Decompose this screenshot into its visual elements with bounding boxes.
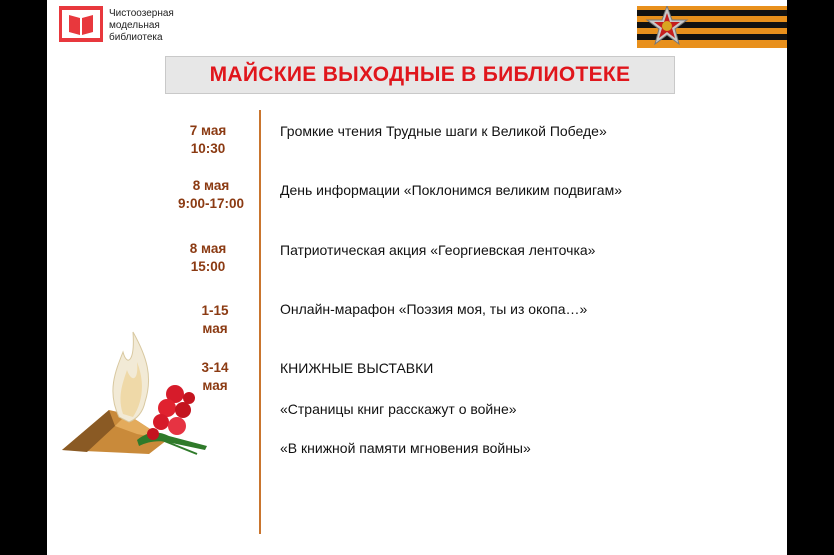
page-title: МАЙСКИЕ ВЫХОДНЫЕ В БИБЛИОТЕКЕ [209, 63, 631, 86]
library-logo [59, 6, 209, 46]
title-box [165, 56, 675, 94]
event-text: Громкие чтения Трудные шаги к Великой Победе» [280, 123, 607, 139]
date-label: 3-14 мая [201, 360, 229, 393]
slide [47, 0, 787, 555]
open-book-icon [59, 6, 103, 42]
st-george-ribbon-icon [637, 6, 787, 48]
event-text: Онлайн-марафон «Поэзия моя, ты из окопа…» [280, 301, 588, 317]
logo-line-3: библиотека [109, 32, 163, 43]
date-label: 8 мая 9:00-17:00 [177, 178, 245, 211]
date-label: 7 мая 10:30 [189, 123, 227, 156]
logo-text [109, 8, 219, 44]
eternal-flame-icon [57, 322, 207, 462]
event-text: КНИЖНЫЕ ВЫСТАВКИ [280, 360, 434, 376]
exhibition-item: «Страницы книг расскажут о войне» [280, 401, 517, 417]
event-text: Патриотическая акция «Георгиевская ленточка» [280, 242, 596, 258]
logo-line-2: модельная [109, 20, 160, 31]
date-label: 8 мая 15:00 [189, 241, 227, 274]
logo-line-1: Чистоозерная [109, 8, 174, 19]
date-label: 1-15 мая [201, 303, 229, 336]
exhibition-item: «В книжной памяти мгновения войны» [280, 440, 531, 456]
event-text: День информации «Поклонимся великим подвигам» [280, 182, 622, 198]
